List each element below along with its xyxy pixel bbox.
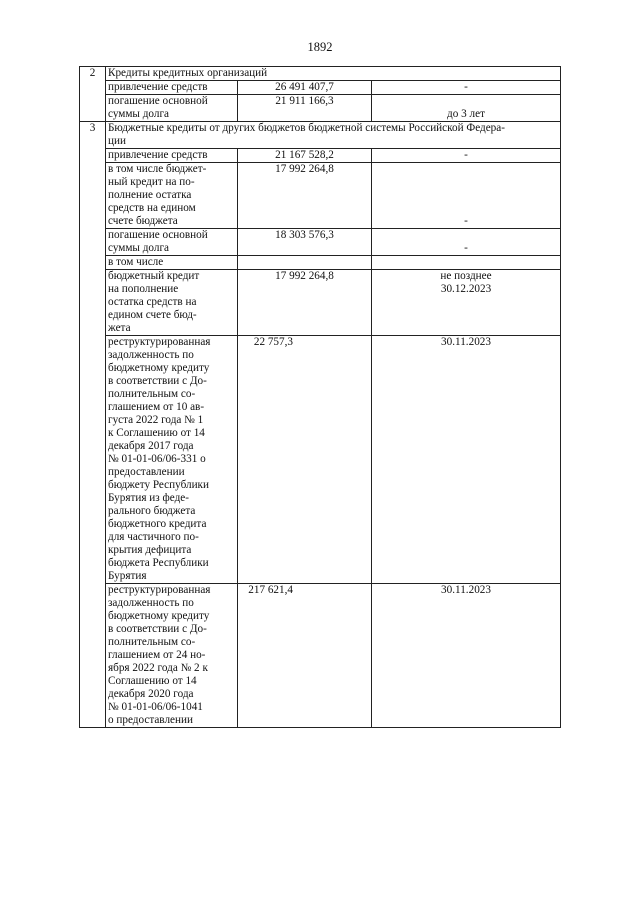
row-description: погашение основной суммы долга [106, 229, 238, 256]
row-amount: 21 911 166,3 [238, 95, 372, 122]
table-row [80, 81, 561, 95]
row-amount: 21 167 528,2 [238, 149, 372, 163]
row-description: в том числе бюджет- ный кредит на по- полнение остатка средств на едином счете бюджета [106, 163, 238, 229]
page-number: 1892 [307, 40, 333, 54]
row-amount: 26 491 407,7 [238, 81, 372, 95]
table-row [80, 122, 561, 149]
row-description: реструктурированная задолженность по бюджетному кредиту в соответствии с До- полнительным со- глашением от 10 ав- густа 2022 года № 1 к Соглашению от 14 декабря 2017 года № 01-01-06/06-331 о предоставлении бюджету Республики Бурятия из феде- рального бюджета бюджетного кредита для частичного по- крытия дефицита бюджета Республики Бурятия [106, 336, 238, 584]
row-term: не позднее 30.12.2023 [372, 270, 561, 336]
row-term: - [372, 81, 561, 95]
row-term: - [372, 163, 561, 229]
section-number: 3 [80, 122, 106, 728]
table-row [80, 67, 561, 81]
row-description: бюджетный кредит на пополнение остатка средств на едином счете бюд- жета [106, 270, 238, 336]
row-term: 30.11.2023 [372, 584, 561, 728]
section-number: 2 [80, 67, 106, 122]
budget-credits-table [79, 66, 561, 728]
section-title: Кредиты кредитных организаций [106, 67, 561, 81]
table-row [80, 584, 561, 728]
row-term: до 3 лет [372, 95, 561, 122]
row-amount: 18 303 576,3 [238, 229, 372, 256]
table-row [80, 95, 561, 122]
row-amount [238, 256, 372, 270]
section-title: Бюджетные кредиты от других бюджетов бюджетной системы Российской Федера- ции [106, 122, 561, 149]
row-term: - [372, 229, 561, 256]
table-row [80, 256, 561, 270]
row-amount: 217 621,4 [238, 584, 372, 728]
row-description: реструктурированная задолженность по бюджетному кредиту в соответствии с До- полнительным со- глашением от 24 но- ября 2022 года № 2 к Соглашению от 14 декабря 2020 года № 01-01-06/06-1041 о предоставлении [106, 584, 238, 728]
row-term: 30.11.2023 [372, 336, 561, 584]
row-term [372, 256, 561, 270]
table-row [80, 229, 561, 256]
row-description: привлечение средств [106, 149, 238, 163]
table-row [80, 336, 561, 584]
table-row [80, 270, 561, 336]
row-term: - [372, 149, 561, 163]
row-description: погашение основной суммы долга [106, 95, 238, 122]
row-amount: 17 992 264,8 [238, 270, 372, 336]
table-row [80, 149, 561, 163]
row-amount: 17 992 264,8 [238, 163, 372, 229]
row-amount: 22 757,3 [238, 336, 372, 584]
table-row [80, 163, 561, 229]
row-description: в том числе [106, 256, 238, 270]
row-description: привлечение средств [106, 81, 238, 95]
